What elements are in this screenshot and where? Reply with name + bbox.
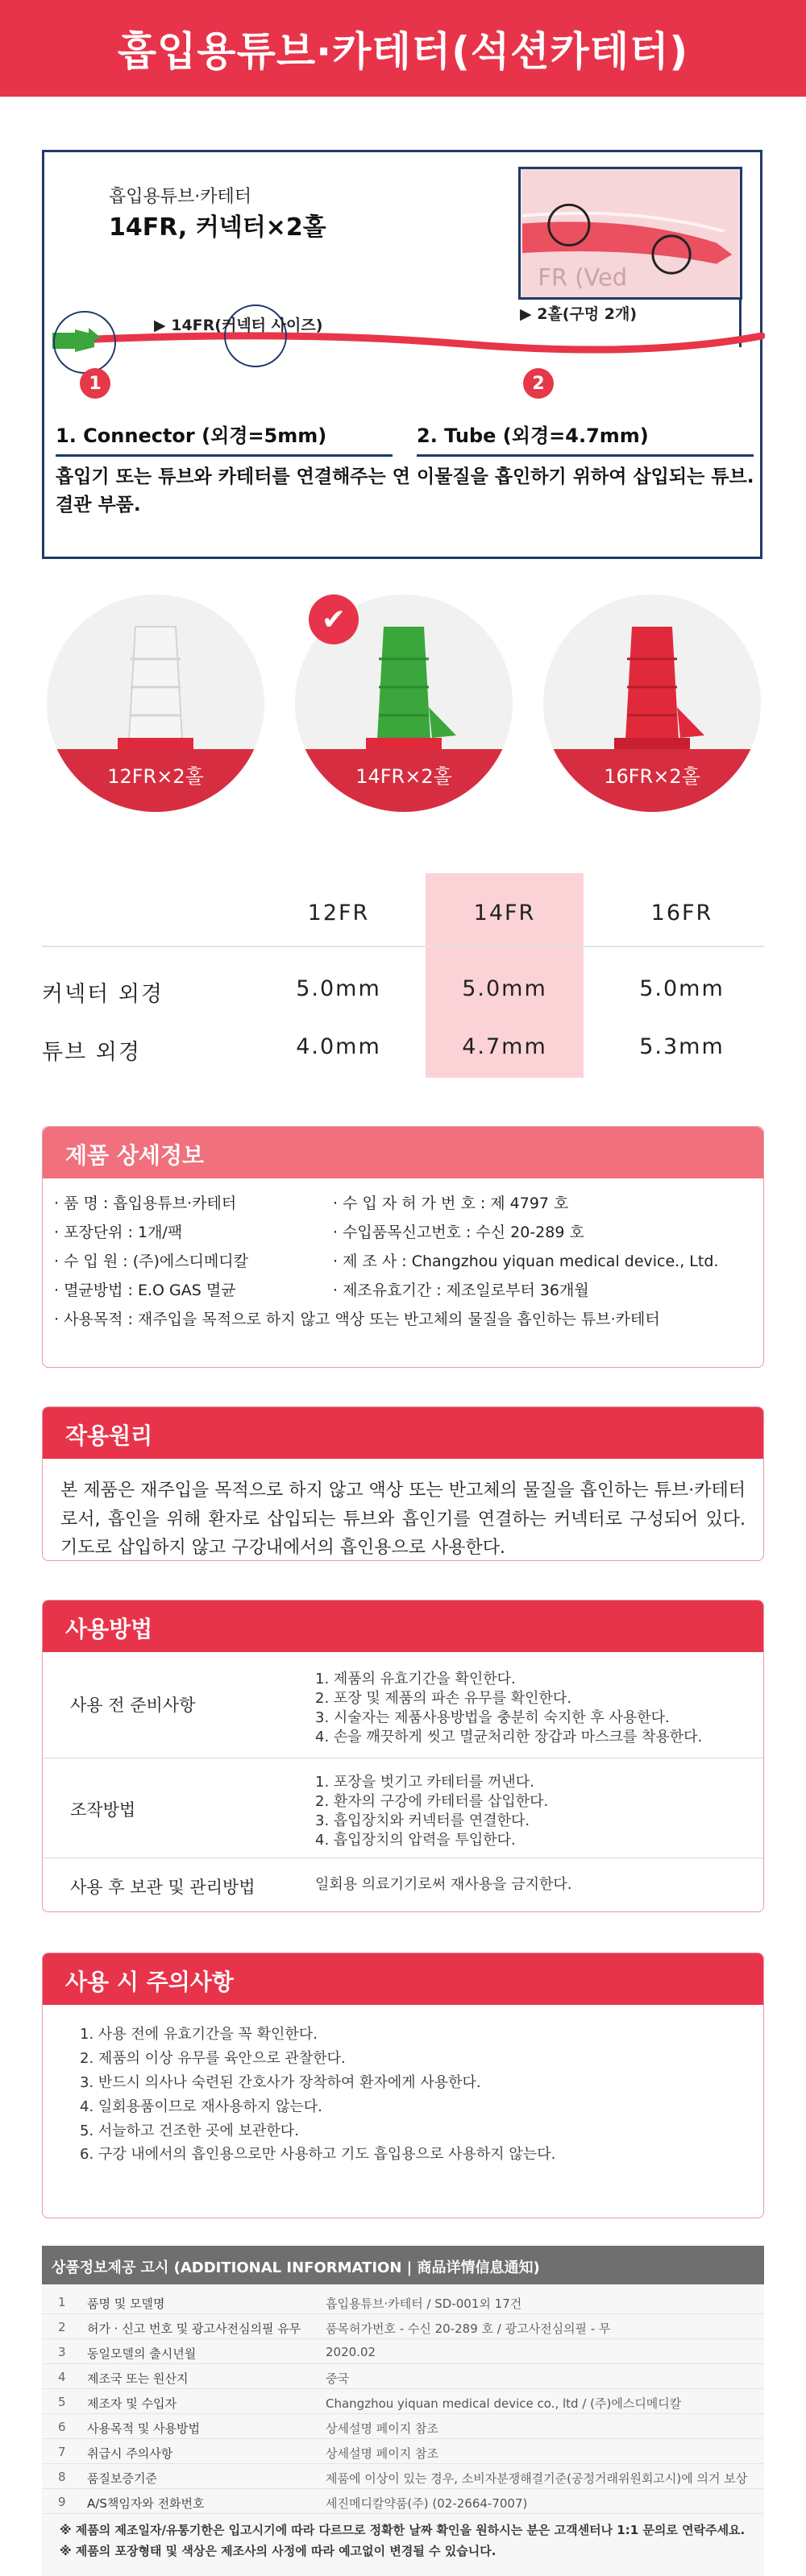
info-row-number: 5 — [58, 2395, 66, 2409]
info-row-value: 상세설명 페이지 참조 — [326, 2446, 438, 2461]
product-diagram — [42, 150, 762, 559]
tube-tip-closeup-drawing — [521, 169, 740, 297]
caution-item: 1. 사용 전에 유효기간을 꼭 확인한다. — [80, 2026, 318, 2043]
detail-purpose: · 사용목적 : 재주입을 목적으로 하지 않고 액상 또는 반고체의 물질을 흡인하는 튜브·카테터 — [54, 1311, 660, 1328]
spec-row-label: 튜브 외경 — [42, 1040, 141, 1065]
info-row-value: 세진메디칼약품(주) (02-2664-7007) — [326, 2496, 528, 2511]
info-row-value: 2020.02 — [326, 2345, 376, 2359]
detail-item: · 수입품목신고번호 : 수신 20-289 호 — [333, 1224, 584, 1241]
principle-card — [42, 1406, 764, 1561]
usage-item: 1. 제품의 유효기간을 확인한다. — [315, 1671, 516, 1688]
info-row — [42, 2414, 764, 2439]
caution-item: 3. 반드시 의사나 숙련된 간호사가 장착하여 환자에게 사용한다. — [80, 2073, 481, 2091]
usage-item: 4. 흡입장치의 압력을 투입한다. — [315, 1832, 516, 1849]
info-row-value: 흡입용튜브·카테터 / SD-001외 17건 — [326, 2296, 522, 2311]
usage-row-storage — [43, 1858, 763, 1911]
info-row-key: 품질보증기준 — [87, 2471, 157, 2486]
product-detail-card — [42, 1126, 764, 1368]
spec-table — [42, 873, 764, 1083]
spec-cell: 5.0mm — [639, 976, 725, 1001]
spec-cell: 5.0mm — [296, 976, 381, 1001]
spec-header-16fr: 16FR — [650, 901, 713, 926]
usage-row-list — [315, 1773, 548, 1850]
info-row-number: 3 — [58, 2345, 66, 2359]
diagram-subtitle: 흡입용튜브·카테터 — [109, 187, 252, 207]
usage-item: 일회용 의료기기로써 재사용을 금지한다. — [315, 1876, 572, 1893]
spec-cell: 4.0mm — [296, 1034, 381, 1059]
catheter-drawing — [44, 297, 765, 410]
info-row-value: 품목허가번호 - 수신 20-289 호 / 광고사전심의필 - 무 — [326, 2321, 611, 2336]
connector-heading: 1. Connector (외경=5mm) — [56, 420, 393, 457]
product-detail-grid — [43, 1191, 763, 1336]
info-row-number: 4 — [58, 2370, 66, 2384]
usage-item: 3. 시술자는 제품사용방법을 충분히 숙지한 후 사용한다. — [315, 1709, 670, 1727]
info-row-key: 동일모델의 출시년월 — [87, 2346, 197, 2361]
page-title: 흡입용튜브·카테터(석션카테터) — [117, 28, 689, 75]
usage-item: 2. 포장 및 제품의 파손 유무를 확인한다. — [315, 1690, 572, 1708]
spec-header-divider — [42, 946, 764, 947]
info-row-value: 제품에 이상이 있는 경우, 소비자분쟁해결기준(공정거래위원회고시)에 의거 보상 — [326, 2471, 748, 2486]
usage-row-list — [315, 1670, 702, 1747]
info-row — [42, 2339, 764, 2364]
info-row-number: 7 — [58, 2445, 66, 2459]
connector-description: 흡입기 또는 튜브와 카테터를 연결해주는 연결관 부품. — [56, 466, 410, 516]
product-info-notice — [42, 2246, 764, 2576]
info-note-package: ※ 제품의 포장형태 및 색상은 제조사의 사정에 따라 예고없이 변경될 수 있습니다. — [60, 2544, 496, 2558]
usage-item: 3. 흡입장치와 커넥터를 연결한다. — [315, 1812, 530, 1830]
info-row — [42, 2314, 764, 2339]
usage-row-list — [315, 1875, 571, 1895]
variant-12fr-label: 12FR×2홀 — [47, 749, 264, 812]
caution-item: 6. 구강 내에서의 흡인용으로만 사용하고 기도 흡입용으로 사용하지 않는다. — [80, 2146, 556, 2164]
product-detail-title: 제품 상세정보 — [43, 1127, 763, 1178]
spec-cell: 5.0mm — [462, 976, 547, 1001]
info-row-value: Changzhou yiquan medical device co., ltd / (주)에스디메디칼 — [326, 2396, 682, 2411]
detail-row — [43, 1307, 763, 1336]
caution-item: 4. 일회용품이므로 재사용하지 않는다. — [80, 2098, 322, 2115]
variant-16fr-label: 16FR×2홀 — [543, 749, 761, 812]
caution-item: 2. 제품의 이상 유무를 육안으로 관찰한다. — [80, 2049, 346, 2067]
usage-row-operation — [43, 1758, 763, 1858]
size-variants — [0, 594, 806, 836]
tube-description: 이물질을 흡인하기 위하여 삽입되는 튜브. — [417, 466, 754, 487]
connector-size-label: ▶ 14FR(커넥터 사이즈) — [154, 317, 323, 334]
info-row-number: 2 — [58, 2320, 66, 2334]
variant-12fr — [47, 594, 264, 812]
spec-header-14fr: 14FR — [473, 901, 536, 926]
detail-row — [43, 1249, 763, 1278]
info-row — [42, 2489, 764, 2514]
usage-row-prep — [43, 1652, 763, 1758]
detail-item: · 포장단위 : 1개/팩 — [54, 1224, 183, 1241]
info-row — [42, 2464, 764, 2489]
hole-count-label: ▶ 2홀(구멍 2개) — [520, 305, 638, 323]
usage-card — [42, 1600, 764, 1912]
detail-item: · 제 조 사 : Changzhou yiquan medical device., Ltd. — [333, 1253, 719, 1270]
tube-tip-closeup-image — [518, 167, 742, 300]
detail-row — [43, 1278, 763, 1307]
page-header — [0, 0, 806, 97]
caution-list — [43, 2005, 763, 2167]
detail-item: · 품 명 : 흡입용튜브·카테터 — [54, 1195, 237, 1212]
caution-title: 사용 시 주의사항 — [43, 1953, 763, 2005]
info-row — [42, 2389, 764, 2414]
info-row-key: 품명 및 모델명 — [87, 2296, 165, 2311]
info-rows — [42, 2284, 764, 2514]
info-row-value: 상세설명 페이지 참조 — [326, 2421, 438, 2436]
usage-row-label: 조작방법 — [70, 1800, 136, 1820]
usage-item: 2. 환자의 구강에 카테터를 삽입한다. — [315, 1793, 549, 1811]
usage-row-label: 사용 후 보관 및 관리방법 — [70, 1878, 256, 1897]
info-row-value: 중국 — [326, 2371, 349, 2386]
detail-item: · 수 입 원 : (주)에스디메디칼 — [54, 1253, 249, 1270]
spec-row-label: 커넥터 외경 — [42, 982, 164, 1007]
usage-row-label: 사용 전 준비사항 — [70, 1696, 196, 1715]
detail-row — [43, 1220, 763, 1249]
info-row-key: 취급시 주의사항 — [87, 2446, 173, 2461]
caution-card — [42, 1953, 764, 2218]
info-row-key: A/S책임자와 전화번호 — [87, 2496, 205, 2511]
info-row-key: 제조국 또는 원산지 — [87, 2371, 189, 2386]
spec-cell: 4.7mm — [462, 1034, 547, 1059]
detail-row — [43, 1191, 763, 1220]
info-note-date: ※ 제품의 제조일자/유통기한은 입고시기에 따라 다르므로 정확한 날짜 확인을 원하시는 분은 고객센터나 1:1 문의로 연락주세요. — [60, 2523, 746, 2537]
info-row-key: 제조자 및 수입자 — [87, 2396, 177, 2411]
usage-title: 사용방법 — [43, 1601, 763, 1652]
info-row-number: 1 — [58, 2295, 66, 2309]
tube-number-badge: 2 — [523, 368, 554, 399]
info-row — [42, 2289, 764, 2314]
usage-item: 4. 손을 깨끗하게 씻고 멸균처리한 장갑과 마스크를 착용한다. — [315, 1729, 703, 1746]
diagram-title: 14FR, 커넥터×2홀 — [109, 213, 326, 242]
caution-item: 5. 서늘하고 건조한 곳에 보관한다. — [80, 2122, 299, 2139]
tube-heading: 2. Tube (외경=4.7mm) — [417, 420, 754, 457]
svg-text:FR (Ved: FR (Ved — [538, 263, 628, 292]
spec-header-12fr: 12FR — [307, 901, 370, 926]
selected-check-icon: ✔ — [309, 594, 359, 644]
variant-16fr — [543, 594, 761, 812]
usage-item: 1. 포장을 벗기고 카테터를 꺼낸다. — [315, 1774, 534, 1791]
info-row-number: 9 — [58, 2495, 66, 2509]
detail-item: · 수 입 자 허 가 번 호 : 제 4797 호 — [333, 1195, 569, 1212]
principle-title: 작용원리 — [43, 1407, 763, 1459]
connector-number-badge: 1 — [80, 368, 110, 399]
info-row-number: 8 — [58, 2470, 66, 2484]
variant-14fr-label: 14FR×2홀 — [295, 749, 513, 812]
info-row — [42, 2439, 764, 2464]
principle-text: 본 제품은 재주입을 목적으로 하지 않고 액상 또는 반고체의 물질을 흡인하는 튜브·카테터로서, 흡인을 위해 환자로 삽입되는 튜브와 흡인기를 연결하는 커넥터로 구성되어 있다. 기도로 삽입하지 않고 구강내에서의 흡인용으로 사용한다. — [60, 1481, 746, 1559]
spec-cell: 5.3mm — [639, 1034, 725, 1059]
info-row-number: 6 — [58, 2420, 66, 2434]
info-row — [42, 2364, 764, 2389]
info-row-key: 사용목적 및 사용방법 — [87, 2421, 200, 2436]
detail-item: · 멸균방법 : E.O GAS 멸균 — [54, 1282, 236, 1299]
info-row-key: 허가 · 신고 번호 및 광고사전심의필 유무 — [87, 2321, 301, 2336]
detail-item: · 제조유효기간 : 제조일로부터 36개월 — [333, 1282, 589, 1299]
info-title: 상품정보제공 고시 (ADDITIONAL INFORMATION | 商品详情信息通知) — [42, 2246, 764, 2284]
